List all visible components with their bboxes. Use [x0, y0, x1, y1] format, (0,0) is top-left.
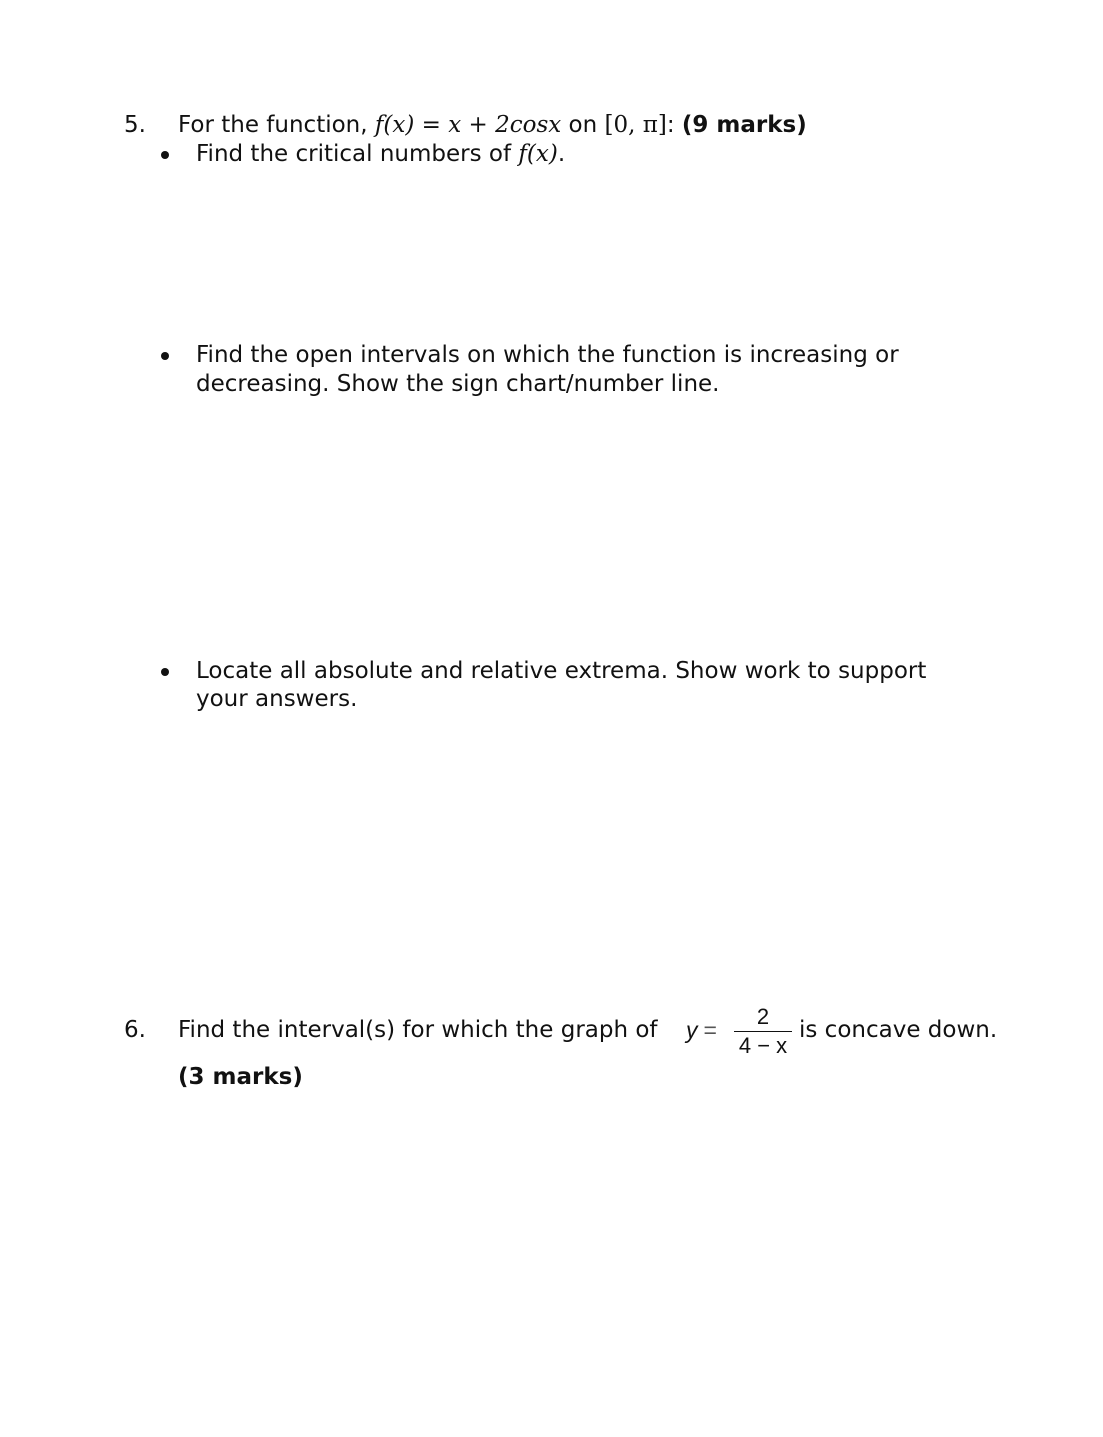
bullet-2-line-1: Find the open intervals on which the function is increasing or	[196, 342, 899, 368]
fraction-denominator: 4 − x	[738, 1033, 788, 1058]
question-5-number: 5.	[124, 112, 146, 138]
bullet-2-line-2: decreasing. Show the sign chart/number line.	[196, 371, 720, 397]
question-6-marks: (3 marks)	[178, 1064, 303, 1090]
function-notation: f(x)	[374, 112, 415, 138]
bullet-dot	[161, 151, 169, 159]
bullet-dot	[161, 352, 169, 360]
question-5-marks: (9 marks)	[681, 112, 807, 138]
y-variable: y	[686, 1017, 698, 1043]
equals-sign: =	[703, 1017, 717, 1043]
bullet-3-line-1: Locate all absolute and relative extrema. Show work to support	[196, 658, 927, 684]
bullet-critical-numbers	[196, 140, 565, 169]
bullet-dot	[161, 668, 169, 676]
colon: :	[666, 112, 682, 138]
bullet-1-text: Find the critical numbers of	[196, 141, 519, 167]
question-5-intro: For the function,	[178, 112, 375, 138]
question-6-text-end: is concave down.	[799, 1017, 998, 1043]
fraction-bar	[734, 1031, 792, 1032]
function-expression: = x + 2cosx	[414, 112, 562, 138]
question-6-number: 6.	[124, 1017, 146, 1043]
bullet-3-line-2: your answers.	[196, 686, 358, 712]
domain-interval: [0, π]	[604, 112, 667, 138]
bullet-1-math: f(x)	[518, 141, 558, 167]
equation-lhs	[686, 1017, 717, 1044]
bullet-1-period: .	[557, 141, 566, 167]
fraction	[734, 1004, 792, 1058]
on-word: on	[561, 112, 605, 138]
question-5-prompt	[178, 111, 807, 140]
fraction-numerator: 2	[756, 1004, 770, 1029]
question-6-text: Find the interval(s) for which the graph of	[178, 1017, 658, 1043]
